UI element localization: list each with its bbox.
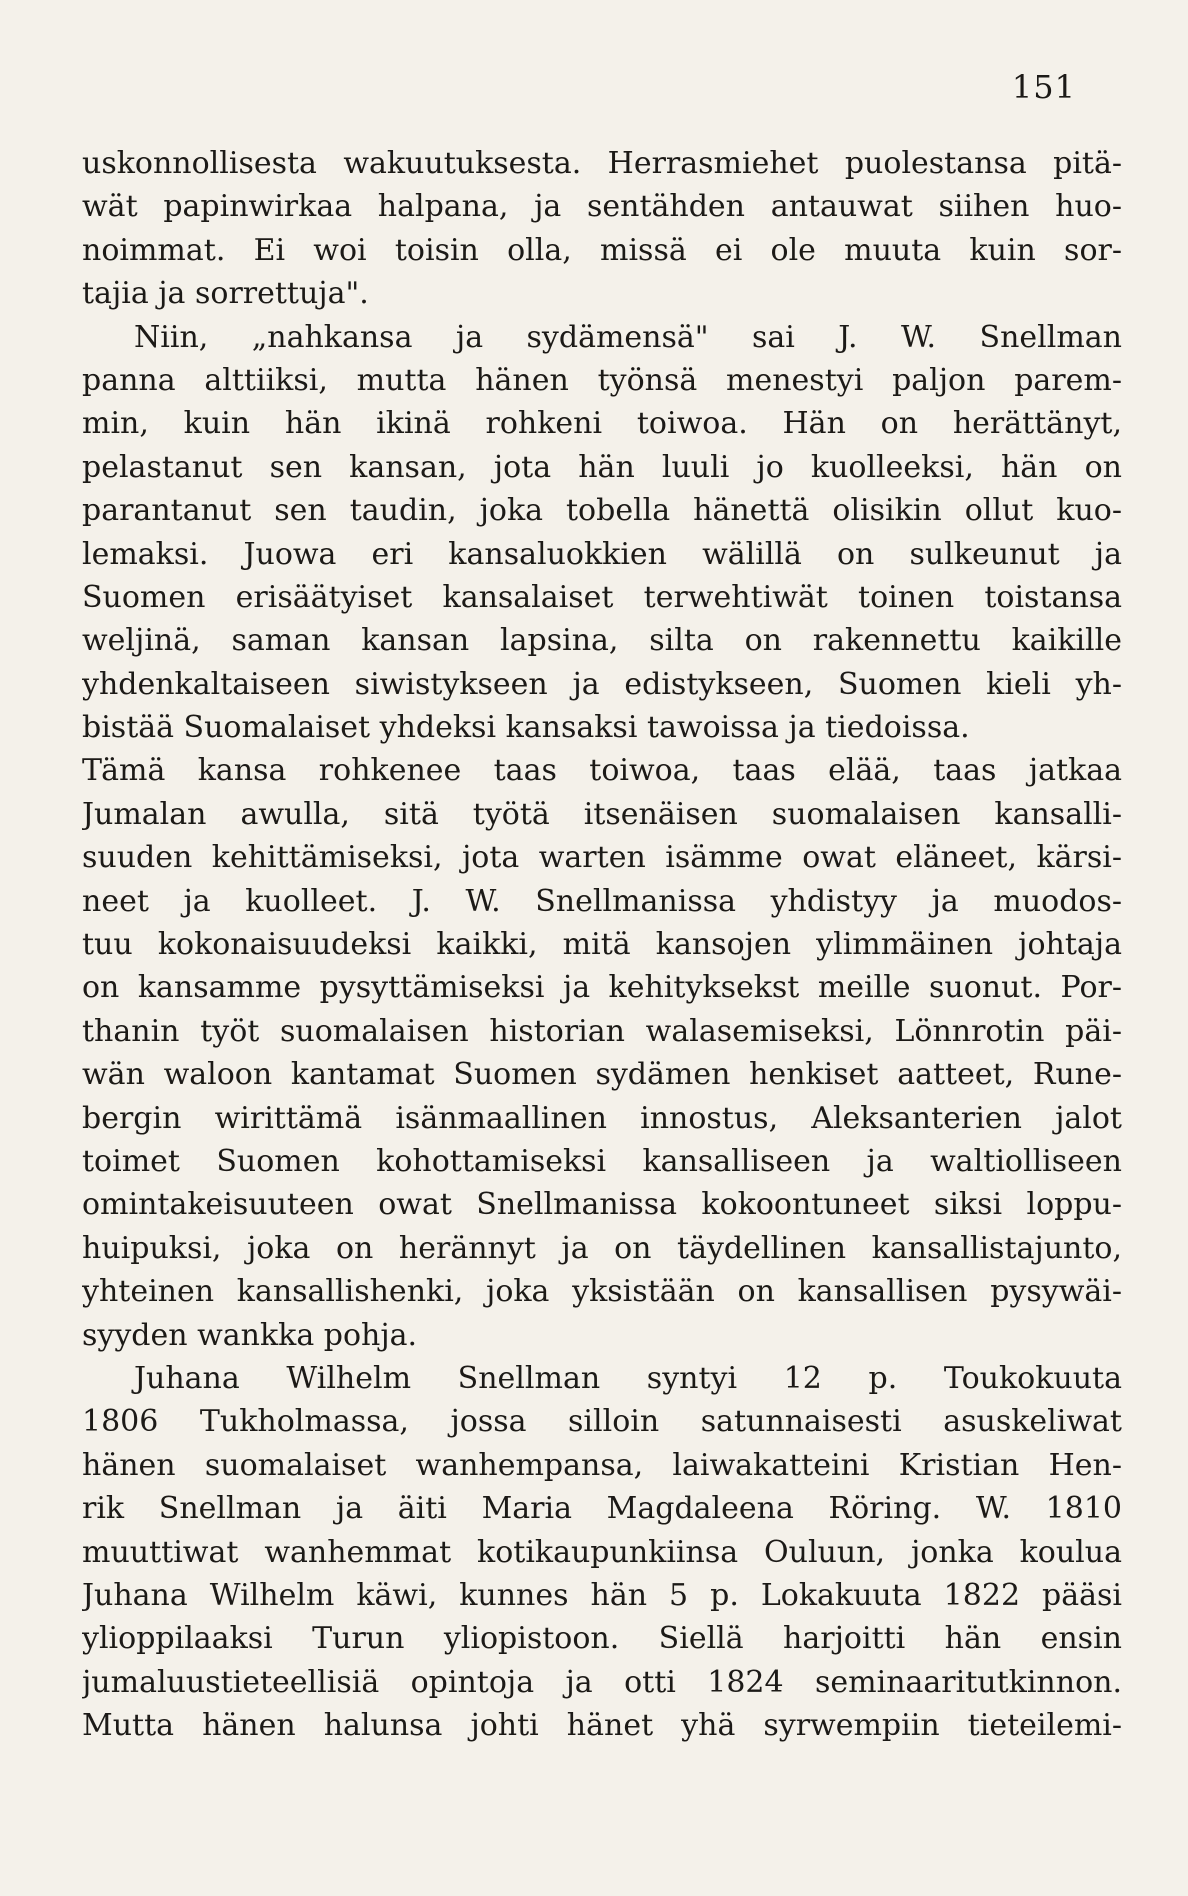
text-line: 1806 Tukholmassa, jossa silloin satunnaisesti asuskeliwat	[82, 1404, 1122, 1440]
text-line: tajia ja sorrettuja".	[82, 276, 369, 312]
text-line: lemaksi. Juowa eri kansaluokkien wälillä on sulkeunut ja	[82, 536, 1122, 572]
text-line: wät papinwirkaa halpana, ja sentähden antauwat siihen huo-	[82, 189, 1122, 225]
text-line: noimmat. Ei woi toisin olla, missä ei ole muuta kuin sor-	[82, 232, 1122, 268]
text-line: min, kuin hän ikinä rohkeni toiwoa. Hän on herättänyt,	[82, 406, 1122, 442]
text-line: hänen suomalaiset wanhempansa, laiwakatteini Kristian Hen-	[82, 1447, 1122, 1483]
text-line: Niin, „nahkansa ja sydämensä" sai J. W. Snellman	[134, 319, 1122, 355]
text-line: yhteinen kansallishenki, joka yksistään on kansallisen pysywäi-	[82, 1274, 1122, 1310]
text-line: omintakeisuuteen owat Snellmanissa kokoontuneet siksi loppu-	[82, 1187, 1122, 1223]
body-text	[82, 142, 1122, 1747]
text-line: on kansamme pysyttämiseksi ja kehityksekst meille suonut. Por-	[82, 970, 1122, 1006]
text-line: uskonnollisesta wakuutuksesta. Herrasmiehet puolestansa pitä-	[82, 146, 1122, 181]
text-line: parantanut sen taudin, joka tobella hänettä olisikin ollut kuo-	[82, 493, 1122, 529]
text-line: yhdenkaltaiseen siwistykseen ja edistykseen, Suomen kieli yh-	[82, 666, 1122, 702]
text-line: Juhana Wilhelm käwi, kunnes hän 5 p. Lokakuuta 1822 pääsi	[82, 1577, 1122, 1613]
text-line: bergin wirittämä isänmaallinen innostus, Aleksanterien jalot	[82, 1100, 1122, 1136]
text-line: Tämä kansa rohkenee taas toiwoa, taas elää, taas jatkaa	[82, 753, 1122, 789]
text-line: suuden kehittämiseksi, jota warten isämme owat eläneet, kärsi-	[82, 840, 1122, 876]
text-line: wän waloon kantamat Suomen sydämen henkiset aatteet, Rune-	[82, 1057, 1122, 1093]
text-line: Mutta hänen halunsa johti hänet yhä syrwempiin tieteilemi-	[82, 1708, 1122, 1744]
text-line: toimet Suomen kohottamiseksi kansalliseen ja waltiolliseen	[82, 1143, 1122, 1179]
text-line: jumaluustieteellisiä opintoja ja otti 1824 seminaaritutkinnon.	[82, 1664, 1122, 1700]
text-line: panna alttiiksi, mutta hänen työnsä menestyi paljon parem-	[82, 362, 1122, 398]
text-line: syyden wankka pohja.	[82, 1317, 418, 1353]
text-line: bistää Suomalaiset yhdeksi kansaksi tawoissa ja tiedoissa.	[82, 710, 970, 746]
text-line: neet ja kuolleet. J. W. Snellmanissa yhdistyy ja muodos-	[82, 883, 1122, 919]
text-line: weljinä, saman kansan lapsina, silta on rakennettu kaikille	[82, 623, 1122, 659]
page-number: 151	[1011, 68, 1076, 106]
text-line: tuu kokonaisuudeksi kaikki, mitä kansojen ylimmäinen johtaja	[82, 927, 1122, 963]
text-line: ylioppilaaksi Turun yliopistoon. Siellä harjoitti hän ensin	[82, 1621, 1122, 1657]
text-line: huipuksi, joka on herännyt ja on täydellinen kansallistajunto,	[82, 1230, 1122, 1266]
text-line: Juhana Wilhelm Snellman syntyi 12 p. Toukokuuta	[134, 1360, 1122, 1396]
text-line: rik Snellman ja äiti Maria Magdaleena Röring. W. 1810	[82, 1491, 1122, 1527]
text-line: Jumalan awulla, sitä työtä itsenäisen suomalaisen kansalli-	[82, 796, 1122, 832]
text-line: muuttiwat wanhemmat kotikaupunkiinsa Ouluun, jonka koulua	[82, 1534, 1122, 1570]
text-line: thanin työt suomalaisen historian walasemiseksi, Lönnrotin päi-	[82, 1013, 1122, 1049]
text-line: pelastanut sen kansan, jota hän luuli jo kuolleeksi, hän on	[82, 449, 1122, 485]
text-line: Suomen erisäätyiset kansalaiset terwehtiwät toinen toistansa	[82, 579, 1122, 615]
